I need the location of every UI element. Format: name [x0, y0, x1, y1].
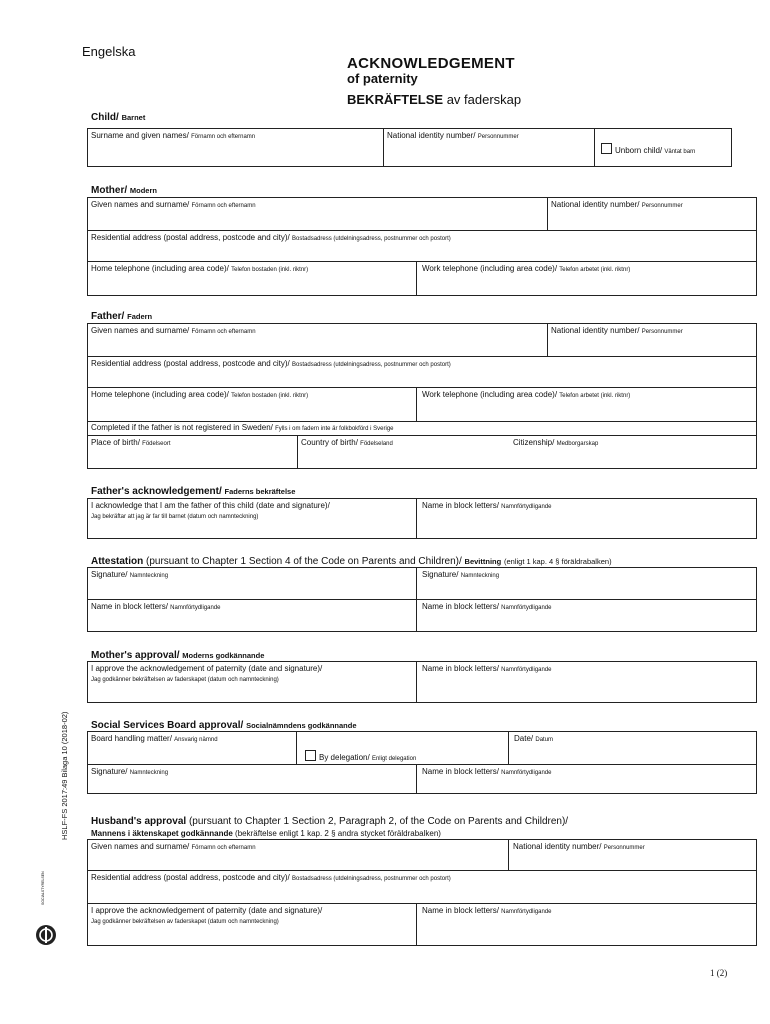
husband-block-name-field[interactable]: Name in block letters/ Namnförtydligande [422, 906, 552, 915]
unborn-child-option[interactable]: Unborn child/ Väntat barn [598, 141, 728, 159]
father-box [87, 323, 757, 422]
father-abroad-box [87, 421, 757, 469]
witness2-block-name-field[interactable]: Name in block letters/ Namnförtydligande [422, 602, 552, 611]
husband-name-field[interactable]: Given names and surname/ Förnamn och efternamn [91, 842, 256, 851]
child-id-field[interactable]: National identity number/ Personnummer [387, 131, 519, 140]
father-home-tel-field[interactable]: Home telephone (including area code)/ Telefon bostaden (inkl. riktnr) [91, 390, 309, 399]
husband-id-field[interactable]: National identity number/ Personnummer [513, 842, 645, 851]
form-title: ACKNOWLEDGEMENT [347, 55, 515, 72]
mother-name-field[interactable]: Given names and surname/ Förnamn och efternamn [91, 200, 256, 209]
witness1-signature-field[interactable]: Signature/ Namnteckning [91, 570, 169, 579]
husband-approval-signature-field[interactable]: I approve the acknowledgement of paternity (date and signature)/ Jag godkänner bekräftelsen av faderskapet (datum och namnteckning) [91, 906, 323, 925]
father-ack-box [87, 498, 757, 539]
form-reference: HSLF-FS 2017:49 Bilaga 10 (2018-02) [60, 711, 69, 840]
page-number: 1 (2) [710, 968, 728, 978]
father-ack-block-name-field[interactable]: Name in block letters/ Namnförtydligande [422, 501, 552, 510]
mother-address-field[interactable]: Residential address (postal address, postcode and city)/ Bostadsadress (utdelningsadress, postnummer och postort) [91, 233, 451, 242]
mother-heading: Mother/ Modern [91, 185, 157, 196]
father-not-registered-note: Completed if the father is not registered in Sweden/ Fylls i om fadern inte är folkbokförd i Sverige [91, 423, 394, 432]
mother-approval-box [87, 661, 757, 703]
husband-address-field[interactable]: Residential address (postal address, postcode and city)/ Bostadsadress (utdelningsadress, postnummer och postort) [91, 873, 451, 882]
father-ack-signature-field[interactable]: I acknowledge that I am the father of this child (date and signature)/ Jag bekräftar att jag är far till barnet (datum och namnteckning) [91, 501, 330, 520]
socialstyrelsen-logo [35, 924, 57, 946]
attestation-box [87, 567, 757, 632]
husband-box [87, 839, 757, 946]
father-heading: Father/ Fadern [91, 311, 153, 322]
swedish-title-bold: BEKRÄFTELSE [347, 92, 444, 107]
father-birthplace-field[interactable]: Place of birth/ Födelseort [91, 438, 171, 447]
mother-approval-heading: Mother's approval/ Moderns godkännande [91, 650, 265, 661]
board-handling-field[interactable]: Board handling matter/ Ansvarig nämnd [91, 734, 218, 743]
form-title-swedish [347, 92, 521, 107]
witness1-block-name-field[interactable]: Name in block letters/ Namnförtydligande [91, 602, 221, 611]
attestation-heading: Attestation (pursuant to Chapter 1 Section 4 of the Code on Parents and Children)/ Bevittning (enligt 1 kap. 4 § föräldrabalken) [91, 556, 612, 567]
form-subtitle: of paternity [347, 71, 418, 86]
social-services-box [87, 731, 757, 794]
husband-heading-swedish: Mannens i äktenskapet godkännande (bekräftelse enligt 1 kap. 2 § andra stycket föräldrabalken) [91, 829, 441, 838]
mother-work-tel-field[interactable]: Work telephone (including area code)/ Telefon arbetet (inkl. riktnr) [422, 264, 631, 273]
witness2-signature-field[interactable]: Signature/ Namnteckning [422, 570, 500, 579]
father-citizenship-field[interactable]: Citizenship/ Medborgarskap [513, 438, 599, 447]
social-services-heading: Social Services Board approval/ Socialnämndens godkännande [91, 720, 357, 731]
father-id-field[interactable]: National identity number/ Personnummer [551, 326, 683, 335]
father-address-field[interactable]: Residential address (postal address, postcode and city)/ Bostadsadress (utdelningsadress, postnummer och postort) [91, 359, 451, 368]
mother-box [87, 197, 757, 296]
mother-approval-block-name-field[interactable]: Name in block letters/ Namnförtydligande [422, 664, 552, 673]
father-birthcountry-field[interactable]: Country of birth/ Födelseland [301, 438, 393, 447]
father-name-field[interactable]: Given names and surname/ Förnamn och efternamn [91, 326, 256, 335]
mother-home-tel-field[interactable]: Home telephone (including area code)/ Telefon bostaden (inkl. riktnr) [91, 264, 309, 273]
board-block-name-field[interactable]: Name in block letters/ Namnförtydligande [422, 767, 552, 776]
child-name-field[interactable]: Surname and given names/ Förnamn och efternamn [91, 131, 256, 140]
father-ack-heading: Father's acknowledgement/ Faderns bekräftelse [91, 486, 296, 497]
language-label: Engelska [82, 44, 136, 59]
swedish-title-rest: av faderskap [446, 92, 522, 107]
delegation-checkbox[interactable] [305, 750, 316, 761]
logo-text: SOCIALSTYRELSEN [41, 871, 45, 905]
father-work-tel-field[interactable]: Work telephone (including area code)/ Telefon arbetet (inkl. riktnr) [422, 390, 631, 399]
mother-id-field[interactable]: National identity number/ Personnummer [551, 200, 683, 209]
date-field[interactable]: Date/ Datum [514, 734, 554, 743]
unborn-checkbox[interactable] [601, 143, 612, 154]
child-box [87, 128, 732, 167]
mother-approval-signature-field[interactable]: I approve the acknowledgement of paternity (date and signature)/ Jag godkänner bekräftelsen av faderskapet (datum och namnteckning) [91, 664, 323, 683]
board-signature-field[interactable]: Signature/ Namnteckning [91, 767, 169, 776]
delegation-option[interactable]: By delegation/ Enligt delegation [302, 748, 502, 766]
husband-heading: Husband's approval (pursuant to Chapter 1 Section 2, Paragraph 2, of the Code on Parents and Children)/ [91, 816, 569, 827]
child-heading: Child/ Barnet [91, 112, 146, 123]
